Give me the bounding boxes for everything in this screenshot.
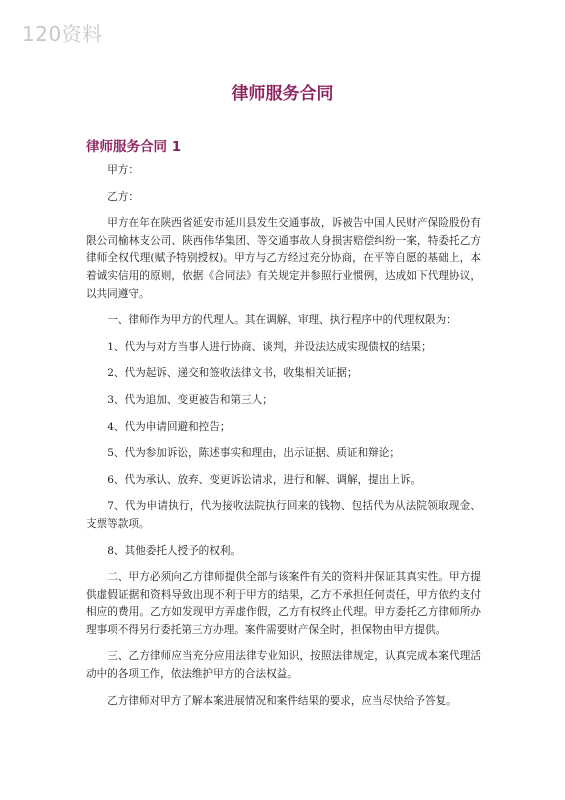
clause-item-8: 8、其他委托人授予的权利。	[107, 544, 242, 557]
clause-item-6: 6、代为承认、放弃、变更诉讼请求，进行和解、调解，提出上诉。	[107, 473, 422, 486]
contract-body	[86, 162, 481, 710]
party-b-line: 乙方：	[107, 190, 139, 203]
clause-1-intro: 一、律师作为甲方的代理人。其在调解、审理、执行程序中的代理权限为：	[107, 314, 457, 327]
clause-item-2: 2、代为起诉、递交和签收法律文书，收集相关证据；	[107, 367, 358, 380]
clause-item-3: 3、代为追加、变更被告和第三人；	[107, 393, 273, 406]
section-heading: 律师服务合同 1	[86, 139, 182, 155]
document-title: 律师服务合同	[231, 84, 334, 104]
clause-item-1: 1、代为与对方当事人进行协商、谈判，并设法达成实现债权的结果；	[107, 340, 432, 353]
clause-3-paragraph: 三、乙方律师应当充分应用法律专业知识，按照法律规定，认真完成本案代理活动中的各项工作，依法维护甲方的合法权益。	[86, 650, 481, 681]
reply-paragraph: 乙方律师对甲方了解本案进展情况和案件结果的要求，应当尽快给予答复。	[107, 694, 457, 707]
clause-item-4: 4、代为申请回避和控告；	[107, 420, 231, 433]
clause-item-7: 7、代为申请执行，代为接收法院执行回来的钱物、包括代为从法院领取现金、支票等款项。	[86, 500, 481, 530]
watermark-logo: 120资料	[22, 22, 103, 46]
party-a-line: 甲方：	[107, 164, 139, 176]
preamble-paragraph: 甲方在年在陕西省延安市延川县发生交通事故，诉被告中国人民财产保险股份有限公司榆林支公司、陕西伟华集团、等交通事故人身损害赔偿纠纷一案，特委托乙方律师全权代理(赋予特别授权)。甲方与乙方经过充分协商，在平等自愿的基础上，本着诚实信用的原则，依据《合同法》有关规定并参照行业惯例，达成如下代理协议，以共同遵守。	[86, 217, 481, 300]
clause-2-paragraph: 二、甲方必须向乙方律师提供全部与该案件有关的资料并保证其真实性。甲方提供虚假证据和资料导致出现不利于甲方的结果，乙方不承担任何责任，甲方依约支付相应的费用。乙方如发现甲方弄虚作假，乙方有权终止代理。甲方委托乙方律师所办理事项不得另行委托第三方办理。案件需要财产保全时，担保物由甲方提供。	[86, 571, 481, 636]
clause-item-5: 5、代为参加诉讼，陈述事实和理由，出示证据、质证和辩论；	[107, 447, 400, 460]
